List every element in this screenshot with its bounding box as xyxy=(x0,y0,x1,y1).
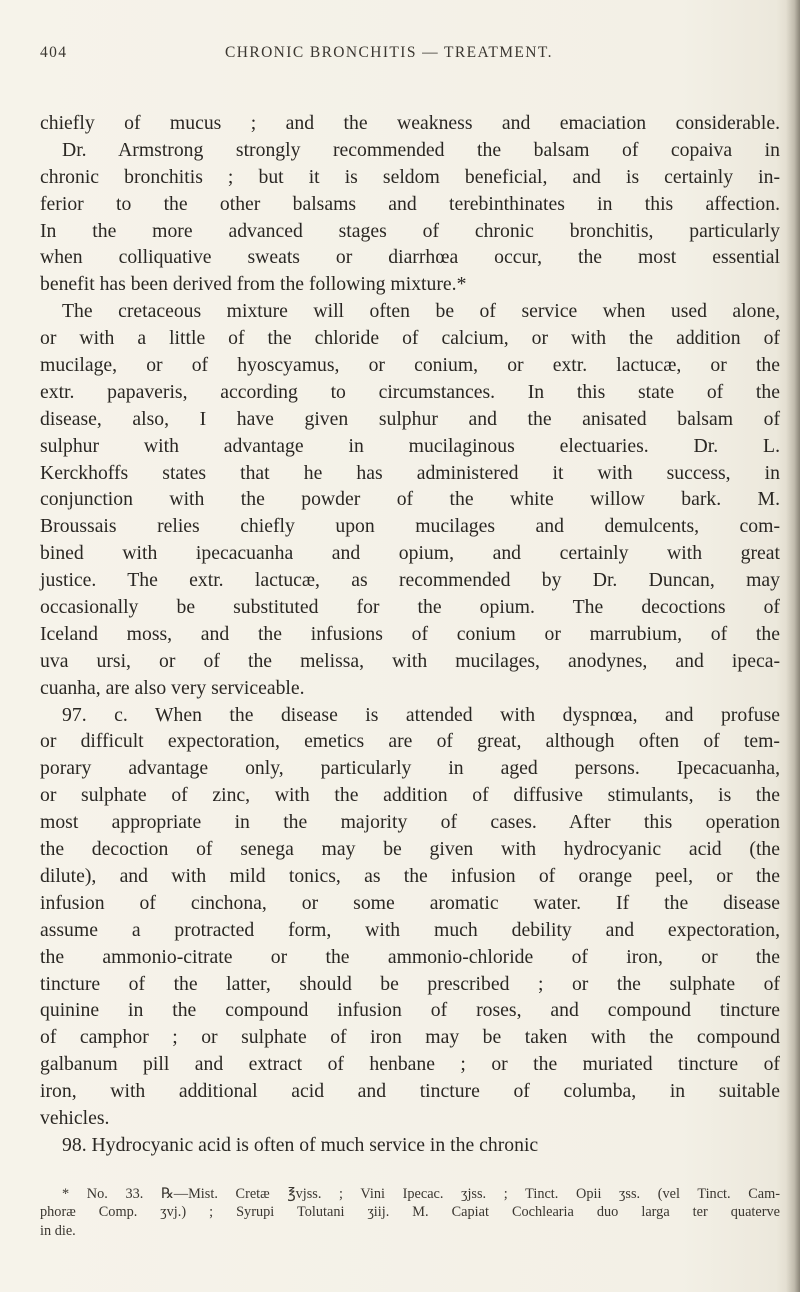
text-line: cuanha, are also very serviceable. xyxy=(40,676,305,699)
text-line: bined with ipecacuanha and opium, and certainly with great xyxy=(40,542,780,565)
footnote xyxy=(40,1185,780,1240)
text-line: or with a little of the chloride of calcium, or with the addition of xyxy=(40,327,780,350)
text-line: The cretaceous mixture will often be of service when used alone, xyxy=(62,300,780,323)
text-line: conjunction with the powder of the white willow bark. M. xyxy=(40,488,780,511)
text-line: when colliquative sweats or diarrhœa occur, the most essential xyxy=(40,246,780,269)
text-line: vehicles. xyxy=(40,1106,110,1129)
text-line: tincture of the latter, should be prescribed ; or the sulphate of xyxy=(40,972,780,995)
text-line: 98. Hydrocyanic acid is often of much service in the chronic xyxy=(62,1133,539,1156)
text-line: galbanum pill and extract of henbane ; or the muriated tincture of xyxy=(40,1053,780,1076)
text-line: Broussais relies chiefly upon mucilages and demulcents, com- xyxy=(40,515,780,538)
text-line: chronic bronchitis ; but it is seldom beneficial, and is certainly in- xyxy=(40,165,780,188)
text-line: the ammonio-citrate or the ammonio-chloride of iron, or the xyxy=(40,945,780,968)
text-line: dilute), and with mild tonics, as the infusion of orange peel, or the xyxy=(40,864,780,887)
text-line: 97. c. When the disease is attended with dyspnœa, and profuse xyxy=(62,703,780,726)
text-line: disease, also, I have given sulphur and the anisated balsam of xyxy=(40,407,780,430)
running-head: CHRONIC BRONCHITIS — TREATMENT. xyxy=(225,44,553,61)
text-line: of camphor ; or sulphate of iron may be taken with the compound xyxy=(40,1026,780,1049)
text-line: most appropriate in the majority of cases. After this operation xyxy=(40,811,780,834)
page-number: 404 xyxy=(40,44,68,61)
footnote-line: in die. xyxy=(40,1222,76,1239)
text-line: porary advantage only, particularly in aged persons. Ipecacuanha, xyxy=(40,757,780,780)
text-line: Iceland moss, and the infusions of conium or marrubium, of the xyxy=(40,622,780,645)
text-line: the decoction of senega may be given with hydrocyanic acid (the xyxy=(40,838,780,861)
text-line: mucilage, or of hyoscyamus, or conium, or extr. lactucæ, or the xyxy=(40,354,780,377)
text-line: occasionally be substituted for the opium. The decoctions of xyxy=(40,596,780,619)
text-line: Dr. Armstrong strongly recommended the balsam of copaiva in xyxy=(62,138,780,161)
text-line: benefit has been derived from the following mixture.* xyxy=(40,273,467,296)
text-line: infusion of cinchona, or some aromatic water. If the disease xyxy=(40,891,780,914)
text-line: chiefly of mucus ; and the weakness and emaciation considerable. xyxy=(40,112,780,134)
text-line: In the more advanced stages of chronic bronchitis, particularly xyxy=(40,219,780,242)
text-line: iron, with additional acid and tincture of columba, in suitable xyxy=(40,1080,780,1103)
page-header xyxy=(40,44,780,68)
text-line: or sulphate of zinc, with the addition of diffusive stimulants, is the xyxy=(40,784,780,807)
text-line: assume a protracted form, with much debility and expectoration, xyxy=(40,918,780,941)
footnote-line: phoræ Comp. ʒvj.) ; Syrupi Tolutani ʒiij. M. Capiat Cochlearia duo larga ter quaterve xyxy=(40,1204,780,1221)
text-line: sulphur with advantage in mucilaginous electuaries. Dr. L. xyxy=(40,434,780,457)
page-edge-shadow xyxy=(786,0,800,1292)
text-line: or difficult expectoration, emetics are of great, although often of tem- xyxy=(40,730,780,753)
footnote-line: * No. 33. ℞—Mist. Cretæ ℥vjss. ; Vini Ipecac. ʒjss. ; Tinct. Opii ʒss. (vel Tinct. Cam- xyxy=(62,1186,780,1202)
text-line: Kerckhoffs states that he has administered it with success, in xyxy=(40,461,780,484)
text-line: ferior to the other balsams and terebinthinates in this affection. xyxy=(40,192,780,215)
body-text xyxy=(40,110,780,1159)
text-line: quinine in the compound infusion of roses, and compound tincture xyxy=(40,999,780,1022)
text-line: justice. The extr. lactucæ, as recommended by Dr. Duncan, may xyxy=(40,569,780,592)
text-line: uva ursi, or of the melissa, with mucilages, anodynes, and ipeca- xyxy=(40,649,780,672)
text-line: extr. papaveris, according to circumstances. In this state of the xyxy=(40,380,780,403)
